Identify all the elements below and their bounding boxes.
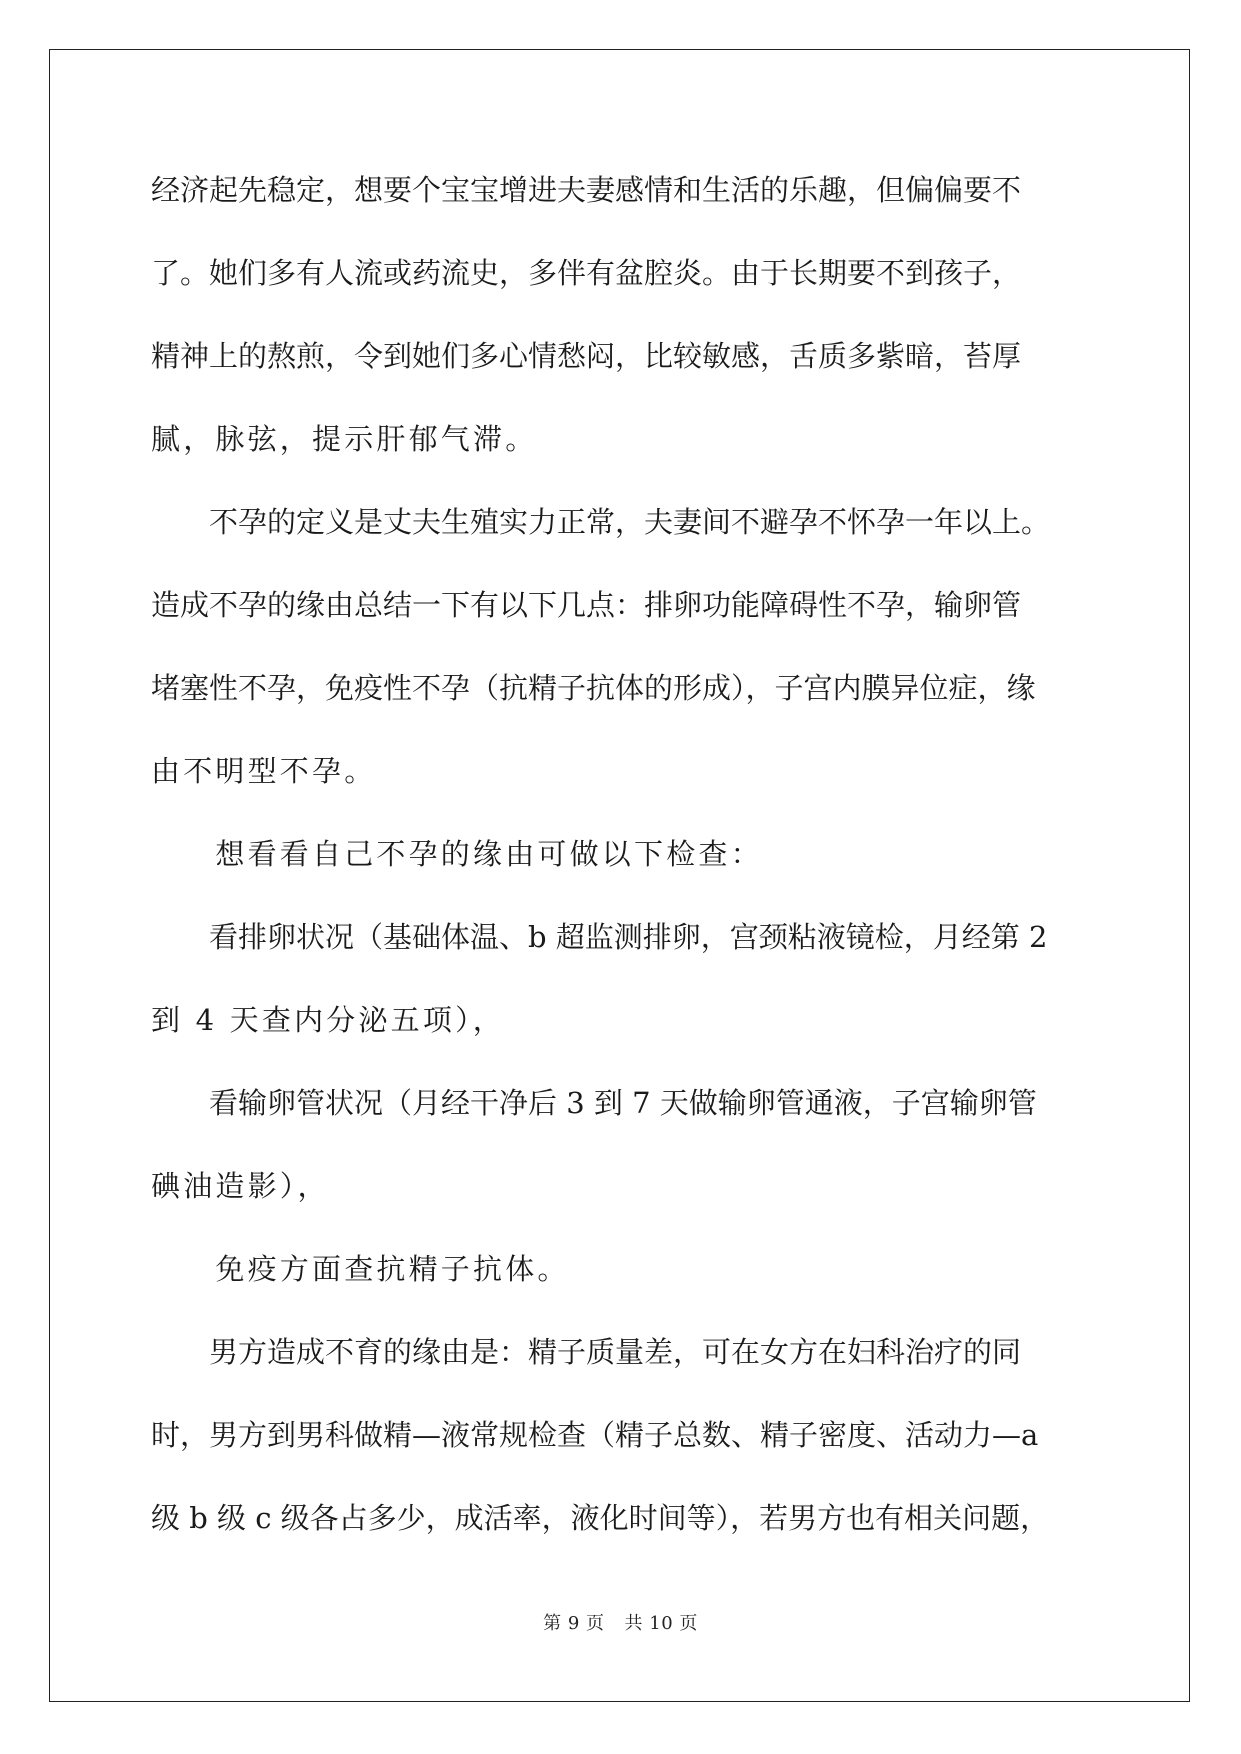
text-line: 不孕的定义是丈夫生殖实力正常，夫妻间不避孕不怀孕一年以上。: [151, 505, 1051, 539]
text-line: 级 b 级 c 级各占多少，成活率，液化时间等），若男方也有相关问题，: [151, 1501, 1050, 1535]
text-line: 免疫方面查抗精子抗体。: [151, 1252, 570, 1286]
page-number: 第 9 页: [543, 1613, 605, 1634]
text-line: 到 4 天查内分泌五项），: [151, 1003, 505, 1037]
text-line: 想看看自己不孕的缘由可做以下检查：: [151, 837, 763, 871]
text-line: 看排卵状况（基础体温、b 超监测排卵，宫颈粘液镜检，月经第 2: [151, 920, 1048, 954]
text-line: 男方造成不育的缘由是：精子质量差，可在女方在妇科治疗的同: [151, 1335, 1022, 1369]
text-line: 看输卵管状况（月经干净后 3 到 7 天做输卵管通液，子宫输卵管: [151, 1086, 1037, 1120]
text-line: 堵塞性不孕，免疫性不孕（抗精子抗体的形成），子宫内膜异位症，缘: [151, 671, 1036, 705]
text-line: 精神上的熬煎，令到她们多心情愁闷，比较敏感，舌质多紫暗，苔厚: [151, 339, 1022, 373]
page-footer: [0, 1609, 1241, 1635]
text-line: 了。她们多有人流或药流史，多伴有盆腔炎。由于长期要不到孩子，: [151, 256, 1022, 290]
text-line: 时，男方到男科做精—液常规检查（精子总数、精子密度、活动力—a: [151, 1418, 1039, 1452]
text-line: 造成不孕的缘由总结一下有以下几点：排卵功能障碍性不孕，输卵管: [151, 588, 1022, 622]
text-line: 腻，脉弦，提示肝郁气滞。: [151, 422, 538, 456]
text-line: 碘油造影），: [151, 1169, 330, 1203]
page-total: 共 10 页: [624, 1613, 698, 1634]
text-line: 经济起先稳定，想要个宝宝增进夫妻感情和生活的乐趣，但偏偏要不: [151, 173, 1022, 207]
text-line: 由不明型不孕。: [151, 754, 377, 788]
